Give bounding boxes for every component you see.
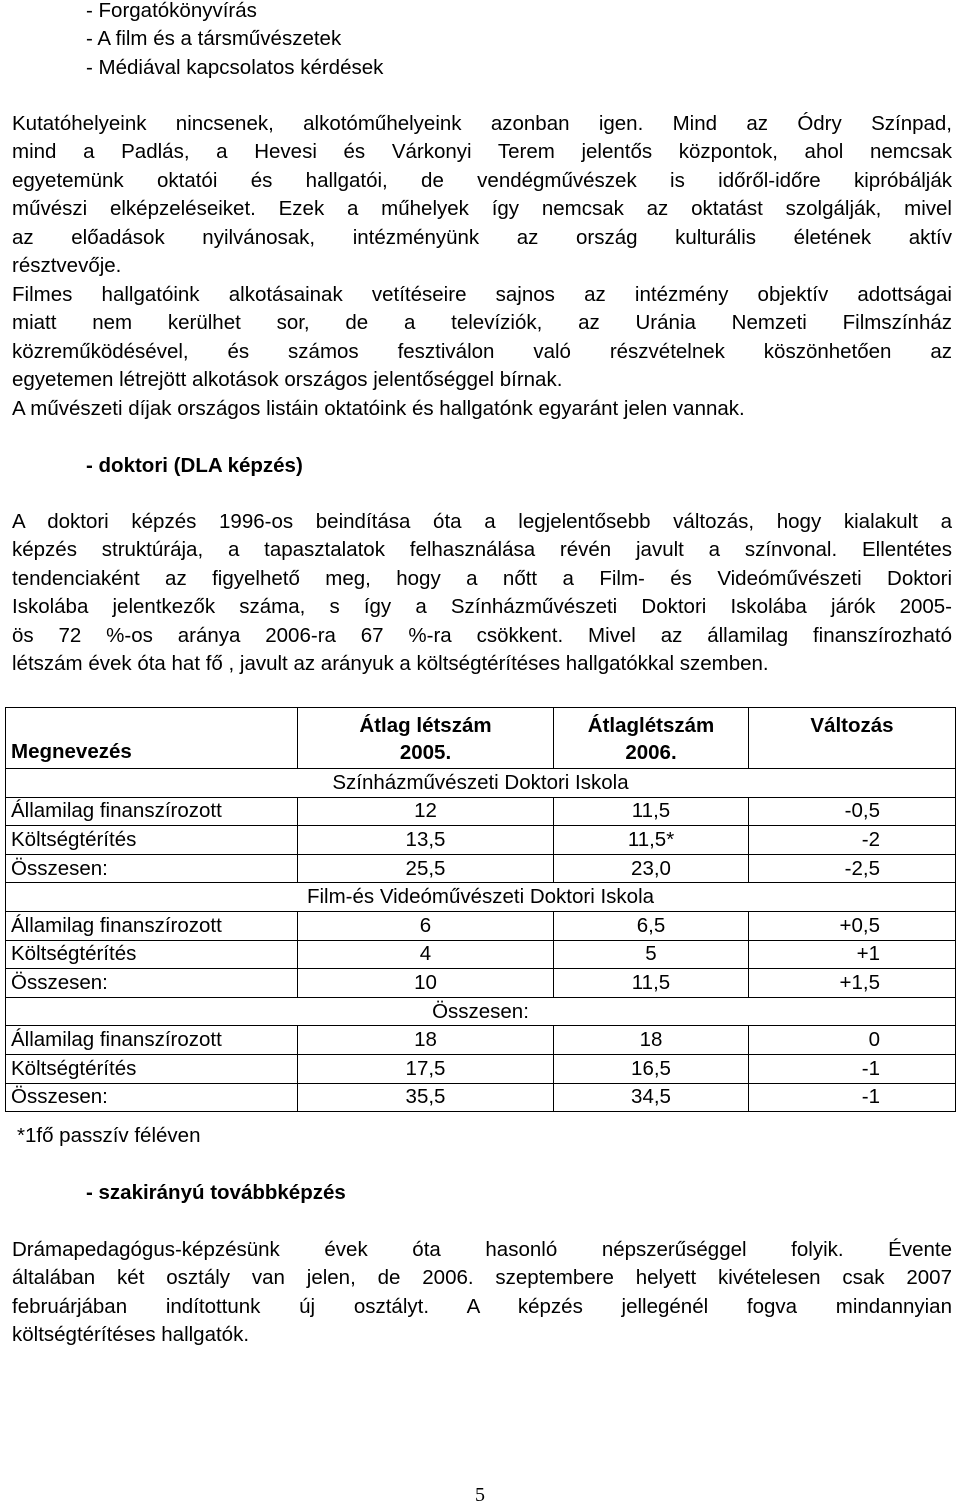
value-2005: 12 — [298, 797, 554, 826]
paragraph-further-training: Drámapedagógus-képzésünk évek óta hasonló népszerűséggel folyik. Évente általában két osztály van jelen, de 2006. szeptembere helyett kivételesen csak 2007 februárjában indítottunk új osztályt. A képzés jellegénél fogva mindannyian költségtérítéses hallgatók. — [12, 1238, 952, 1347]
value-change: 0 — [749, 1026, 956, 1055]
value-change: -1 — [749, 1054, 956, 1083]
header-name: Megnevezés — [6, 708, 298, 769]
value-change: +0,5 — [749, 911, 956, 940]
value-2005: 17,5 — [298, 1054, 554, 1083]
table-row — [6, 1054, 956, 1083]
table-row — [6, 854, 956, 883]
value-2006: 23,0 — [554, 854, 749, 883]
value-change: -0,5 — [749, 797, 956, 826]
table-row — [6, 940, 956, 969]
table-section-row — [6, 997, 956, 1026]
heading-further-training: - szakirányú továbbképzés — [86, 1181, 346, 1204]
row-name: Államilag finanszírozott — [6, 1026, 298, 1055]
row-name: Összesen: — [6, 854, 298, 883]
row-name: Költségtérítés — [6, 940, 298, 969]
header-avg-2005: Átlag létszám 2005. — [298, 708, 554, 769]
value-2006: 11,5 — [554, 969, 749, 998]
value-2005: 6 — [298, 911, 554, 940]
paragraph-doctoral: A doktori képzés 1996-os beindítása óta a legjelentősebb változás, hogy kialakult a képzés struktúrája, a tapasztalatok felhasználása révén javult a színvonal. Ellentétes tendenciaként az figyelhető meg, hogy a nőtt a Film- és Videóművészeti Doktori Iskolába jelentkezők száma, s így a Színházművészeti Doktori Iskolába járók 2005- ös 72 %-os aránya 2006-ra 67 %-ra csökkent. Mivel az államilag finanszírozható létszám évek óta hat fő , javult az arányuk a költségtérítéses hallgatókkal szemben. — [12, 510, 952, 676]
value-2005: 13,5 — [298, 826, 554, 855]
heading-doctoral: - doktori (DLA képzés) — [86, 454, 303, 477]
header-change: Változás — [749, 708, 956, 769]
value-2006: 34,5 — [554, 1083, 749, 1112]
value-2006: 6,5 — [554, 911, 749, 940]
table-footnote: *1fő passzív féléven — [17, 1124, 201, 1147]
row-name: Államilag finanszírozott — [6, 797, 298, 826]
table-row — [6, 1083, 956, 1112]
value-2005: 4 — [298, 940, 554, 969]
table-header-row — [6, 708, 956, 769]
paragraph-awards: A művészeti díjak országos listáin oktatóink és hallgatónk egyaránt jelen vannak. — [12, 397, 745, 420]
row-name: Költségtérítés — [6, 826, 298, 855]
table-row — [6, 1026, 956, 1055]
value-2006: 11,5* — [554, 826, 749, 855]
paragraph-films: Filmes hallgatóink alkotásainak vetítéseire sajnos az intézmény objektív adottságai miatt nem kerülhet sor, de a televíziók, az Uránia Nemzeti Filmszínház közreműködésével, és számos fesztiválon való részvételnek köszönhetően az egyetemen létrejött alkotások országos jelentőséggel bírnak. — [12, 283, 952, 392]
page-number: 5 — [475, 1484, 485, 1506]
section-title: Film-és Videóművészeti Doktori Iskola — [6, 883, 956, 912]
row-name: Költségtérítés — [6, 1054, 298, 1083]
section-title: Összesen: — [6, 997, 956, 1026]
value-change: -2 — [749, 826, 956, 855]
value-change: -1 — [749, 1083, 956, 1112]
value-2006: 11,5 — [554, 797, 749, 826]
value-change: +1 — [749, 940, 956, 969]
table-row — [6, 826, 956, 855]
value-2006: 18 — [554, 1026, 749, 1055]
paragraph-workshops: Kutatóhelyeink nincsenek, alkotóműhelyeink azonban igen. Mind az Ódry Színpad, mind a Padlás, a Hevesi és Várkonyi Terem jelentős központok, ahol nemcsak egyetemünk oktatói és hallgatói, de vendégművészek is időről-időre kipróbálják művészi elképzeléseiket. Ezek a műhelyek így nemcsak az oktatást szolgálják, mivel az előadások nyilvánosak, intézményünk az ország kulturális életének aktív résztvevője. — [12, 112, 952, 278]
value-2006: 5 — [554, 940, 749, 969]
value-2006: 16,5 — [554, 1054, 749, 1083]
table-section-row — [6, 769, 956, 798]
intro-bullet-list — [86, 0, 383, 82]
value-2005: 25,5 — [298, 854, 554, 883]
section-title: Színházművészeti Doktori Iskola — [6, 769, 956, 798]
list-item: - A film és a társművészetek — [86, 27, 342, 51]
row-name: Összesen: — [6, 969, 298, 998]
value-2005: 18 — [298, 1026, 554, 1055]
list-item: - Médiával kapcsolatos kérdések — [86, 55, 384, 79]
value-change: +1,5 — [749, 969, 956, 998]
table-row — [6, 911, 956, 940]
table-row — [6, 797, 956, 826]
value-2005: 10 — [298, 969, 554, 998]
value-change: -2,5 — [749, 854, 956, 883]
table-row — [6, 969, 956, 998]
value-2005: 35,5 — [298, 1083, 554, 1112]
list-item: - Forgatókönyvírás — [86, 0, 257, 22]
row-name: Összesen: — [6, 1083, 298, 1112]
table-section-row — [6, 883, 956, 912]
row-name: Államilag finanszírozott — [6, 911, 298, 940]
doctoral-enrollment-table — [5, 707, 956, 1112]
header-avg-2006: Átlaglétszám 2006. — [554, 708, 749, 769]
